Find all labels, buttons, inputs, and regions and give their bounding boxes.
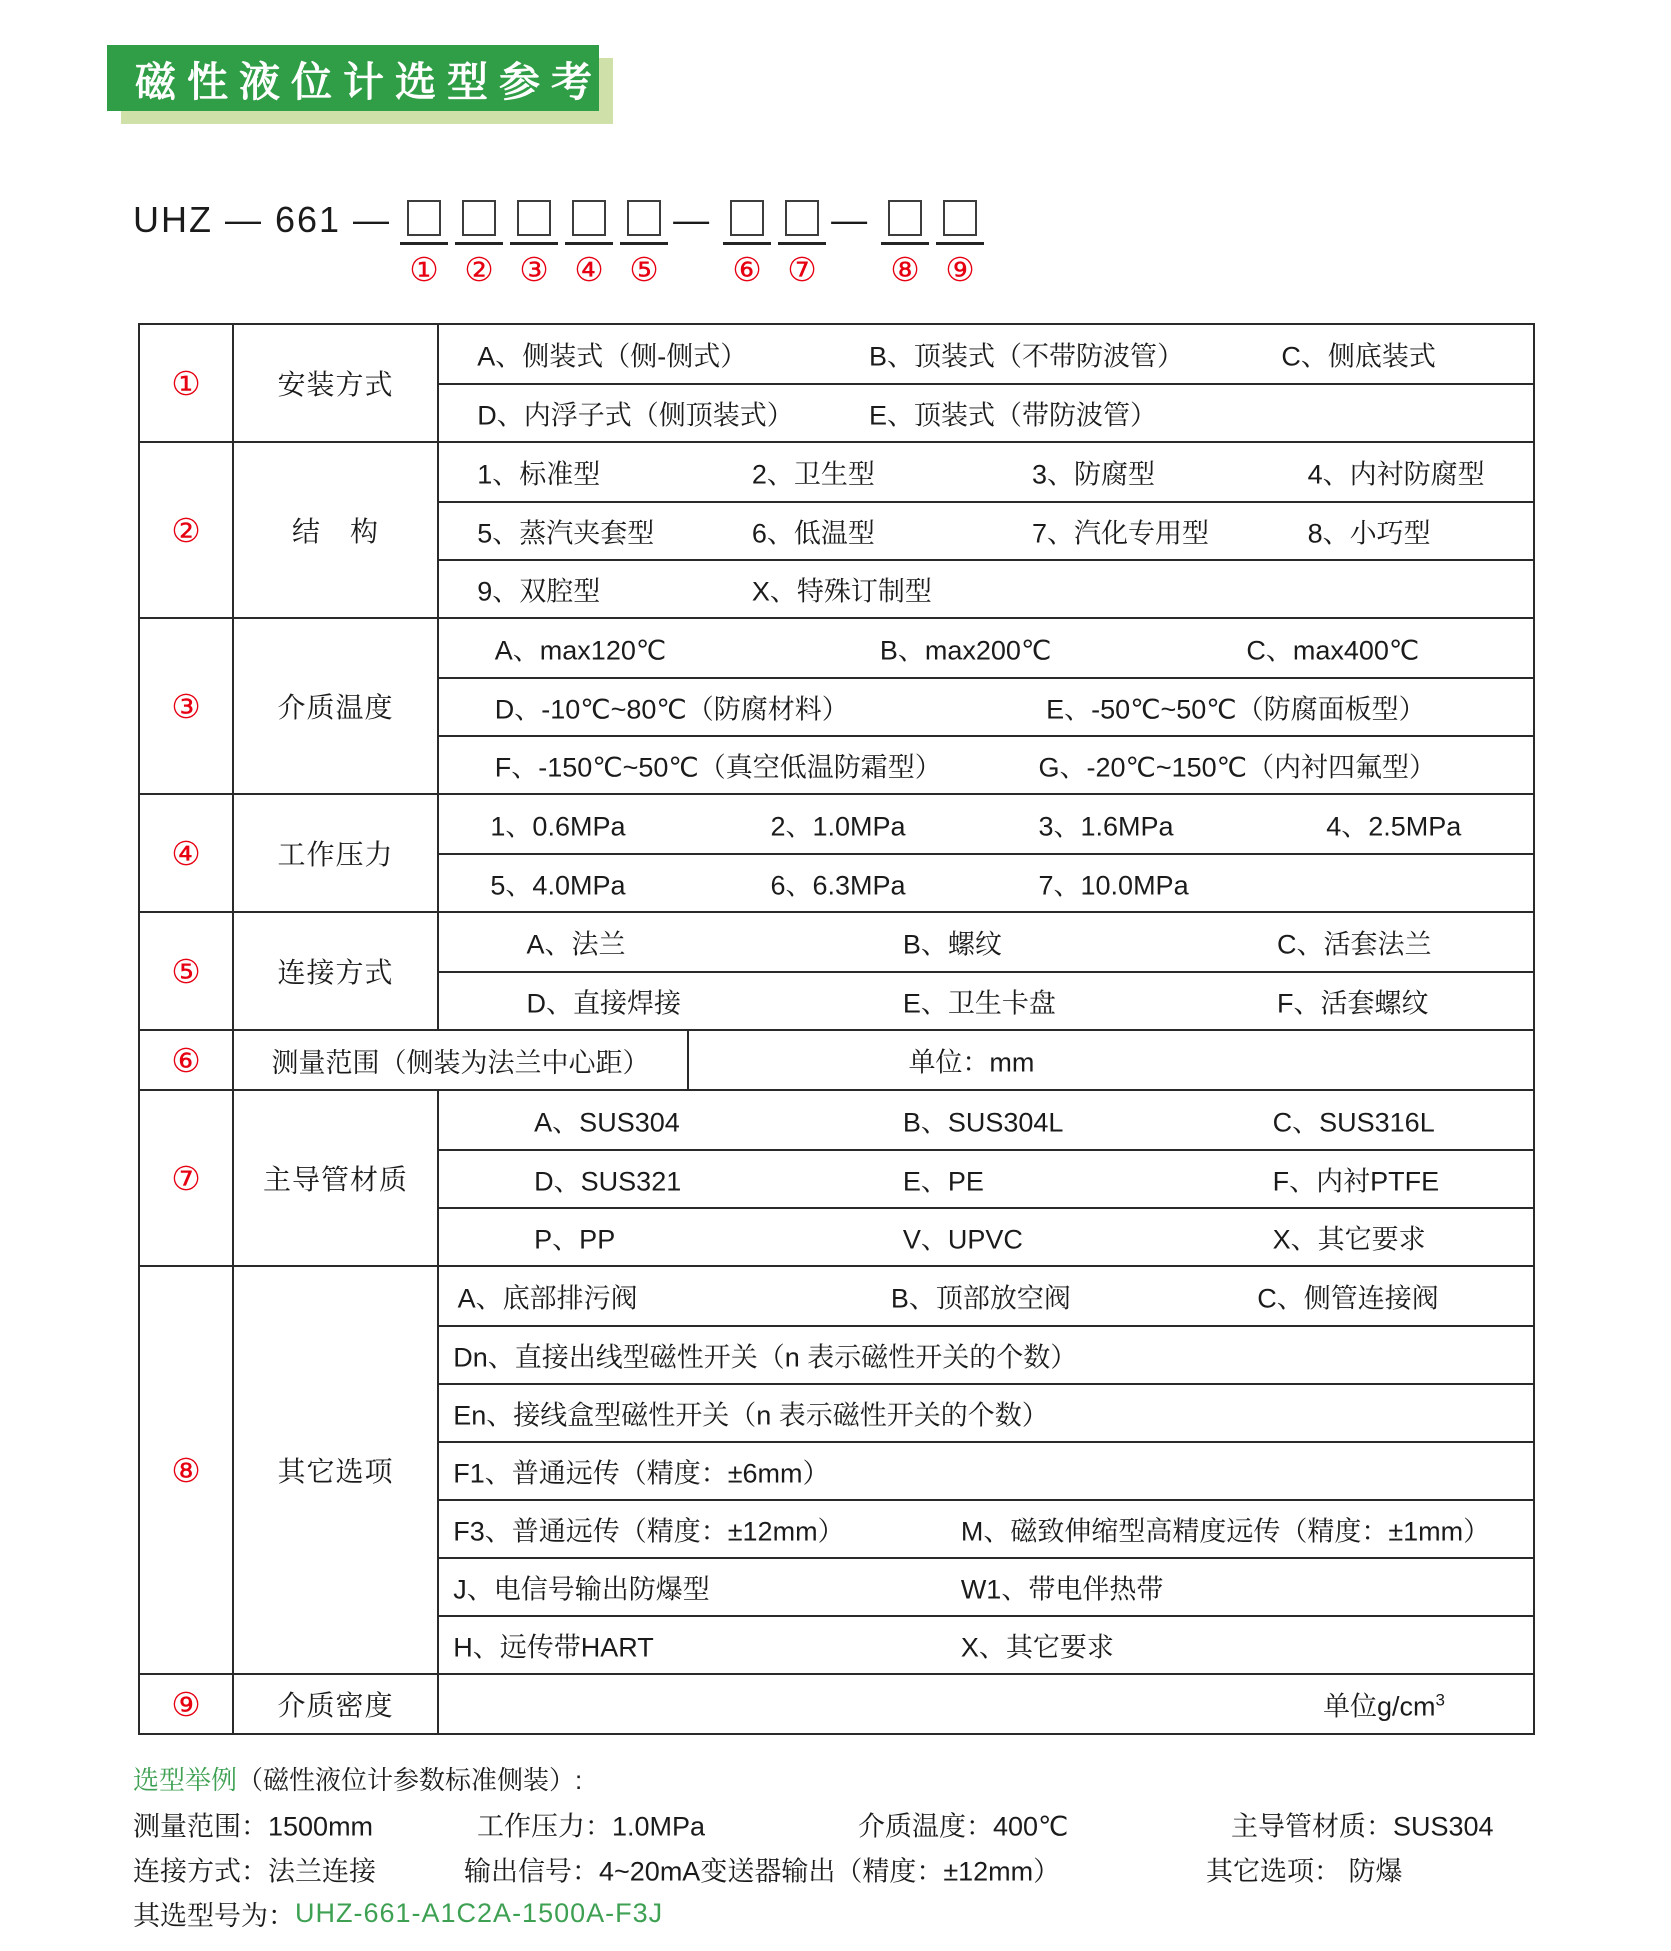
option-item: M、磁致伸缩型高精度远传（精度：±1mm）	[960, 1516, 1491, 1547]
row-number: ⑦	[140, 1091, 234, 1265]
option-item: B、螺纹	[902, 929, 1002, 960]
option-item: X、其它要求	[960, 1632, 1114, 1663]
table-row	[140, 325, 1533, 441]
code-box	[888, 200, 922, 236]
code-slot	[778, 200, 826, 287]
unit-superscript: 3	[1435, 1690, 1445, 1710]
example-title-rest: （磁性液位计参数标准侧装）:	[237, 1765, 583, 1795]
option-item: E、-50℃~50℃（防腐面板型）	[1046, 694, 1426, 725]
example-param: 介质温度：400℃	[858, 1811, 1069, 1841]
option-item: 9、双腔型	[477, 576, 601, 607]
option-item: F3、普通远传（精度：±12mm）	[453, 1516, 845, 1547]
position-number: ⑦	[787, 251, 817, 288]
code-box	[730, 200, 764, 236]
option-item: C、SUS316L	[1272, 1107, 1435, 1138]
option-subrow	[439, 1267, 1533, 1325]
option-subrow	[439, 1383, 1533, 1441]
option-item: A、底部排污阀	[457, 1283, 638, 1314]
option-subrow	[439, 1091, 1533, 1149]
option-subrow	[439, 559, 1533, 617]
code-slot	[723, 200, 771, 287]
option-item: E、PE	[902, 1166, 984, 1197]
row-number: ④	[140, 795, 234, 911]
model-code-line	[133, 200, 984, 287]
option-item: 5、4.0MPa	[490, 870, 626, 901]
position-number: ③	[519, 251, 549, 288]
option-item: 3、防腐型	[1031, 459, 1155, 490]
option-item: B、顶装式（不带防波管）	[868, 341, 1184, 372]
unit-cell	[439, 1675, 1533, 1733]
row-label: 连接方式	[234, 913, 439, 1029]
row-label: 测量范围（侧装为法兰中心距）	[234, 1031, 689, 1089]
option-item: 2、卫生型	[751, 459, 875, 490]
option-item: C、侧底装式	[1281, 341, 1436, 372]
option-subrow	[439, 1207, 1533, 1265]
option-item: E、顶装式（带防波管）	[868, 400, 1157, 431]
row-label: 安装方式	[234, 325, 439, 441]
option-item: 6、低温型	[751, 518, 875, 549]
example-param: 工作压力：1.0MPa	[477, 1811, 706, 1841]
table-row	[140, 793, 1533, 911]
table-row	[140, 1673, 1533, 1733]
option-item: J、电信号输出防爆型	[453, 1574, 710, 1605]
unit-label: 单位$g/cm^3$	[1323, 1690, 1445, 1722]
row-options	[439, 795, 1533, 911]
option-item: 4、2.5MPa	[1326, 811, 1462, 842]
option-subrow	[439, 1557, 1533, 1615]
row-options	[439, 443, 1533, 617]
row-label: 介质温度	[234, 619, 439, 793]
position-number: ④	[574, 251, 604, 288]
row-label: 主导管材质	[234, 1091, 439, 1265]
option-item: F、-150℃~50℃（真空低温防霜型）	[494, 752, 942, 783]
code-box	[627, 200, 661, 236]
row-label: 其它选项	[234, 1267, 439, 1673]
code-dash-separator: —	[673, 199, 710, 240]
row-options	[439, 1267, 1533, 1673]
option-item: A、法兰	[526, 929, 626, 960]
code-box-underline	[936, 242, 984, 245]
position-number: ②	[464, 251, 494, 288]
option-subrow	[439, 443, 1533, 501]
position-number: ①	[409, 251, 439, 288]
code-dash-separator: —	[831, 199, 868, 240]
code-box-group	[723, 200, 826, 287]
row-number: ⑧	[140, 1267, 234, 1673]
position-number: ⑧	[890, 251, 920, 288]
option-item: C、活套法兰	[1277, 929, 1432, 960]
option-item: C、侧管连接阀	[1257, 1283, 1439, 1314]
option-item: E、卫生卡盘	[902, 988, 1056, 1019]
option-item: B、SUS304L	[902, 1107, 1064, 1138]
option-item: F、内衬PTFE	[1272, 1166, 1440, 1197]
example-title-line	[133, 1756, 1593, 1801]
table-row	[140, 617, 1533, 793]
option-item: V、UPVC	[902, 1224, 1023, 1255]
position-number: ⑥	[732, 251, 762, 288]
option-item: W1、带电伴热带	[960, 1574, 1164, 1605]
row-label: 结 构	[234, 443, 439, 617]
option-item: 7、10.0MPa	[1038, 870, 1189, 901]
code-box	[517, 200, 551, 236]
example-param: 连接方式：法兰连接	[133, 1856, 376, 1886]
option-subrow	[439, 1149, 1533, 1207]
option-item: A、侧装式（侧-侧式）	[477, 341, 748, 372]
table-row	[140, 1029, 1533, 1089]
option-item: C、max400℃	[1246, 635, 1420, 666]
code-box-underline	[723, 242, 771, 245]
option-item: 8、小巧型	[1307, 518, 1431, 549]
code-slot	[936, 200, 984, 287]
code-box-underline	[881, 242, 929, 245]
row-label: 介质密度	[234, 1675, 439, 1733]
option-item: A、SUS304	[534, 1107, 680, 1138]
row-number: ⑤	[140, 913, 234, 1029]
option-item: D、直接焊接	[526, 988, 682, 1019]
example-title-green: 选型举例	[133, 1765, 238, 1795]
option-subrow	[439, 501, 1533, 559]
example-param: 输出信号：4~20mA变送器输出（精度：±12mm）	[464, 1856, 1061, 1886]
option-item: F、活套螺纹	[1277, 988, 1429, 1019]
option-item: 7、汽化专用型	[1031, 518, 1209, 549]
code-box	[785, 200, 819, 236]
option-item: P、PP	[534, 1224, 616, 1255]
code-box-underline	[778, 242, 826, 245]
option-item: 6、6.3MPa	[770, 870, 906, 901]
position-number: ⑤	[629, 251, 659, 288]
option-item: B、顶部放空阀	[890, 1283, 1071, 1314]
example-param: 主导管材质：SUS304	[1231, 1811, 1494, 1841]
code-slot	[565, 200, 613, 287]
code-slot	[510, 200, 558, 287]
example-param: 测量范围：1500mm	[133, 1811, 374, 1841]
code-slot	[881, 200, 929, 287]
row-label: 工作压力	[234, 795, 439, 911]
model-code-boxes	[391, 200, 984, 287]
example-params-line-2	[133, 1846, 1593, 1891]
option-subrow	[439, 735, 1533, 793]
code-box-underline	[565, 242, 613, 245]
option-subrow	[439, 1441, 1533, 1499]
option-item: X、其它要求	[1272, 1224, 1426, 1255]
code-box-group	[881, 200, 984, 287]
option-item: H、远传带HART	[453, 1632, 654, 1663]
row-options	[439, 325, 1533, 441]
example-model-value: UHZ-661-A1C2A-1500A-F3J	[295, 1898, 664, 1928]
option-item: G、-20℃~150℃（内衬四氟型）	[1038, 752, 1436, 783]
example-model-label: 其选型号为：	[133, 1901, 295, 1931]
code-box	[943, 200, 977, 236]
option-item: 2、1.0MPa	[770, 811, 906, 842]
code-slot	[400, 200, 448, 287]
row-number: ②	[140, 443, 234, 617]
example-model-line	[133, 1891, 1593, 1936]
table-row	[140, 1089, 1533, 1265]
example-params-line-1	[133, 1801, 1593, 1846]
row-number: ⑨	[140, 1675, 234, 1733]
example-param: 其它选项： 防爆	[1206, 1856, 1403, 1886]
code-box-underline	[455, 242, 503, 245]
unit-label: 单位：mm	[908, 1047, 1035, 1078]
option-item: F1、普通远传（精度：±6mm）	[453, 1458, 830, 1489]
option-item: A、max120℃	[494, 635, 667, 666]
code-box	[462, 200, 496, 236]
code-box-underline	[400, 242, 448, 245]
option-subrow	[439, 619, 1533, 677]
code-box-group	[400, 200, 668, 287]
option-item: En、接线盒型磁性开关（n 表示磁性开关的个数）	[453, 1400, 1049, 1431]
row-number: ①	[140, 325, 234, 441]
row-number: ③	[140, 619, 234, 793]
option-item: 4、内衬防腐型	[1307, 459, 1485, 490]
row-options	[439, 913, 1533, 1029]
table-row	[140, 911, 1533, 1029]
model-code-prefix: UHZ — 661 —	[133, 199, 392, 240]
row-number: ⑥	[140, 1031, 234, 1089]
page-title: 磁性液位计选型参考	[135, 58, 603, 105]
option-item: D、内浮子式（侧顶装式）	[477, 400, 794, 431]
option-subrow	[439, 1325, 1533, 1383]
option-subrow	[439, 325, 1533, 383]
code-box	[572, 200, 606, 236]
option-item: Dn、直接出线型磁性开关（n 表示磁性开关的个数）	[453, 1342, 1078, 1373]
code-box	[407, 200, 441, 236]
code-slot	[620, 200, 668, 287]
code-slot	[455, 200, 503, 287]
option-item: 1、0.6MPa	[490, 811, 626, 842]
option-subrow	[439, 853, 1533, 911]
option-subrow	[439, 383, 1533, 441]
unit-cell	[689, 1031, 1533, 1089]
example-footer	[133, 1756, 1593, 1936]
option-item: D、SUS321	[534, 1166, 682, 1197]
option-subrow	[439, 1499, 1533, 1557]
option-subrow	[439, 971, 1533, 1029]
option-subrow	[439, 913, 1533, 971]
option-subrow	[439, 1615, 1533, 1673]
option-subrow	[439, 795, 1533, 853]
row-options	[439, 619, 1533, 793]
title-banner	[107, 45, 603, 111]
option-item: D、-10℃~80℃（防腐材料）	[494, 694, 849, 725]
option-item: B、max200℃	[879, 635, 1052, 666]
code-box-underline	[620, 242, 668, 245]
option-item: 1、标准型	[477, 459, 601, 490]
selection-table	[138, 323, 1535, 1735]
option-subrow	[439, 677, 1533, 735]
option-item: 3、1.6MPa	[1038, 811, 1174, 842]
row-options	[439, 1091, 1533, 1265]
position-number: ⑨	[945, 251, 975, 288]
table-row	[140, 441, 1533, 617]
code-box-underline	[510, 242, 558, 245]
option-item: X、特殊订制型	[751, 576, 932, 607]
table-row	[140, 1265, 1533, 1673]
option-item: 5、蒸汽夹套型	[477, 518, 655, 549]
